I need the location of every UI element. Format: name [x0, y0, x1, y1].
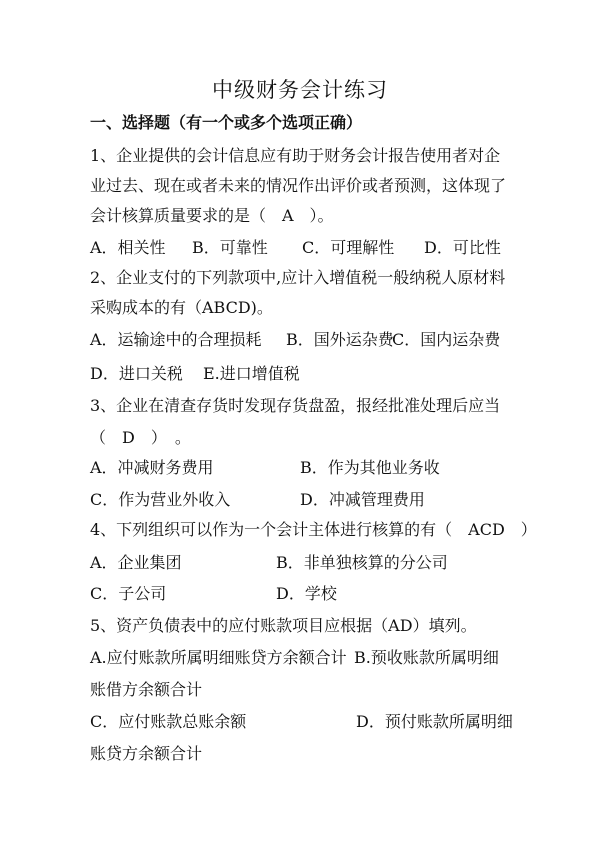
question-1-stem-line-1: 1、企业提供的会计信息应有助于财务会计报告使用者对企 [90, 146, 501, 165]
question-5-stem-line-1: 5、资产负债表中的应付账款项目应根据（AD）填列。 [90, 616, 477, 635]
question-2-option-d: D．进口关税 [90, 364, 183, 383]
question-2-option-c: C．国内运杂费 [392, 330, 501, 349]
question-2-stem-line-1: 2、企业支付的下列款项中,应计入增值税一般纳税人原材料 [90, 268, 506, 287]
question-4-option-a: A．企业集团 [90, 553, 182, 572]
question-3-option-a: A．冲减财务费用 [90, 458, 214, 477]
question-1-option-b: B．可靠性 [192, 238, 268, 257]
question-1-stem-line-3: 会计核算质量要求的是（ A ）。 [90, 206, 334, 225]
question-1-option-d: D．可比性 [424, 238, 501, 257]
question-2-option-e: E.进口增值税 [203, 364, 300, 383]
question-5-option-b-continued: 账借方余额合计 [90, 680, 203, 699]
question-5-option-d-continued: 账贷方余额合计 [90, 744, 203, 763]
question-4-option-b: B．非单独核算的分公司 [276, 553, 448, 572]
question-4-stem-line-1: 4、下列组织可以作为一个会计主体进行核算的有（ ACD ） [90, 520, 537, 539]
question-2-option-a: A．运输途中的合理损耗 [90, 330, 262, 349]
question-1-option-c: C．可理解性 [302, 238, 395, 257]
question-3-stem-line-1: 3、企业在清查存货时发现存货盘盈，报经批准处理后应当 [90, 396, 501, 415]
document-title: 中级财务会计练习 [212, 78, 388, 102]
question-2-option-b: B．国外运杂费 [286, 330, 394, 349]
question-5-option-d: D．预付账款所属明细 [356, 712, 513, 731]
question-4-option-d: D．学校 [276, 584, 337, 603]
question-3-stem-line-2: （ D ） 。 [90, 428, 191, 447]
question-4-option-c: C．子公司 [90, 584, 167, 603]
question-2-stem-line-2: 采购成本的有（ABCD)。 [90, 298, 273, 317]
question-3-option-c: C．作为营业外收入 [90, 490, 231, 509]
section-heading: 一、选择题（有一个或多个选项正确） [90, 113, 363, 132]
question-1-option-a: A．相关性 [90, 238, 166, 257]
question-1-stem-line-2: 业过去、现在或者未来的情况作出评价或者预测，这体现了 [90, 176, 507, 195]
question-3-option-d: D．冲减管理费用 [300, 490, 425, 509]
question-3-option-b: B．作为其他业务收 [300, 458, 440, 477]
question-5-option-b: B.预收账款所属明细 [354, 648, 499, 667]
question-5-option-a: A.应付账款所属明细账贷方余额合计 [90, 648, 347, 667]
question-5-option-c: C．应付账款总账余额 [90, 712, 247, 731]
